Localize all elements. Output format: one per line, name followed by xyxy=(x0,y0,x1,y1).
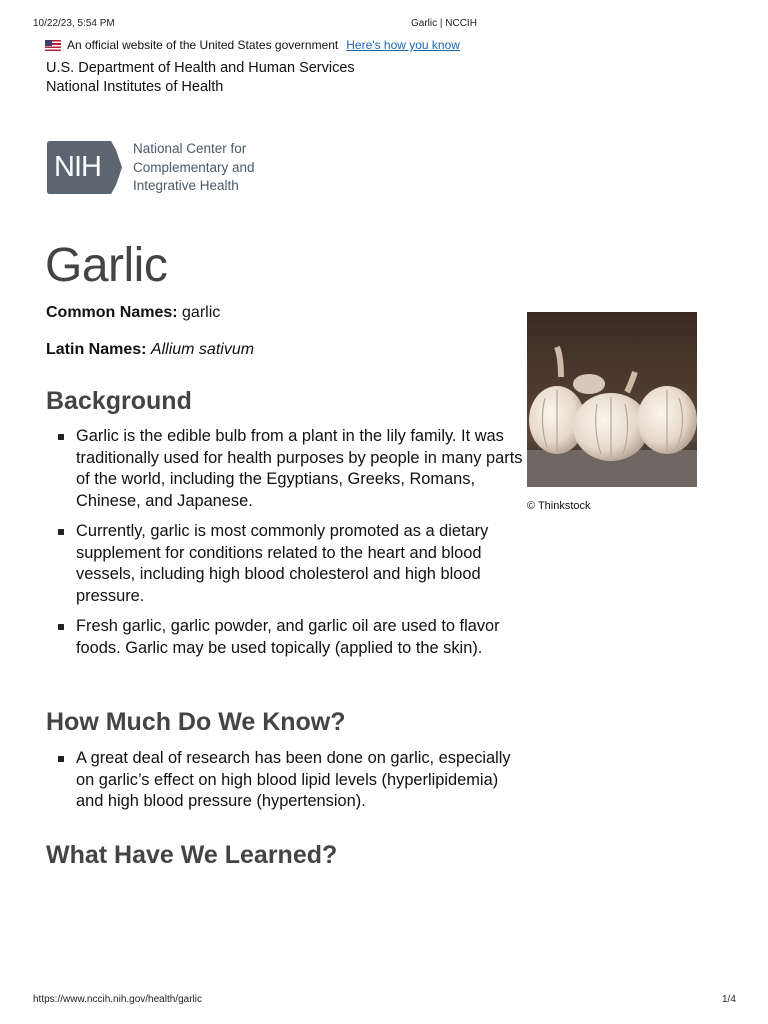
background-list xyxy=(56,426,526,659)
agency-hhs: U.S. Department of Health and Human Services xyxy=(46,60,355,76)
print-footer-url: https://www.nccih.nih.gov/health/garlic xyxy=(33,994,202,1005)
agency-lines xyxy=(46,59,355,97)
latin-names-label: Latin Names: xyxy=(46,341,147,358)
nccih-logo-text xyxy=(133,140,255,196)
common-names-value: garlic xyxy=(182,304,221,321)
nih-logo-mark xyxy=(47,141,127,194)
photo-caption: © Thinkstock xyxy=(527,500,591,512)
nih-logo-text: NIH xyxy=(54,151,101,184)
common-names-label: Common Names: xyxy=(46,304,178,321)
garlic-bulbs-image xyxy=(527,312,697,487)
agency-nih: National Institutes of Health xyxy=(46,79,224,95)
page-title: Garlic xyxy=(45,239,168,292)
logo-line-2: Complementary and xyxy=(133,159,255,175)
how-much-list xyxy=(56,748,526,813)
us-flag-icon xyxy=(45,40,61,51)
list-item: Currently, garlic is most commonly promoted as a dietary supplement for conditions related to the heart and blood vessels, including high blood cholesterol and high blood pressure. xyxy=(56,521,526,607)
heading-background: Background xyxy=(46,387,192,415)
gov-banner-text: An official website of the United States government xyxy=(67,38,339,52)
logo-line-1: National Center for xyxy=(133,141,247,156)
heading-how-much-do-we-know: How Much Do We Know? xyxy=(46,708,346,736)
list-item: Fresh garlic, garlic powder, and garlic oil are used to flavor foods. Garlic may be used topically (applied to the skin). xyxy=(56,616,526,659)
latin-names xyxy=(46,341,254,359)
heading-what-have-we-learned: What Have We Learned? xyxy=(46,841,338,869)
print-footer-page: 1/4 xyxy=(722,994,736,1005)
latin-names-value: Allium sativum xyxy=(150,341,255,358)
garlic-photo xyxy=(527,312,697,487)
list-item: Garlic is the edible bulb from a plant in the lily family. It was traditionally used for health purposes by people in many parts of the world, including the Egyptians, Greeks, Romans, Chinese, and Japanese. xyxy=(56,426,526,512)
common-names xyxy=(46,304,220,322)
logo-line-3: Integrative Health xyxy=(133,178,239,193)
gov-banner xyxy=(45,38,460,52)
print-date: 10/22/23, 5:54 PM xyxy=(33,18,115,29)
nccih-logo[interactable] xyxy=(47,140,255,196)
print-title: Garlic | NCCIH xyxy=(411,18,477,29)
list-item: A great deal of research has been done on garlic, especially on garlic’s effect on high blood lipid levels (hyperlipidemia) and high blood pressure (hypertension). xyxy=(56,748,526,813)
heres-how-you-know-link[interactable]: Here's how you know xyxy=(346,38,460,52)
